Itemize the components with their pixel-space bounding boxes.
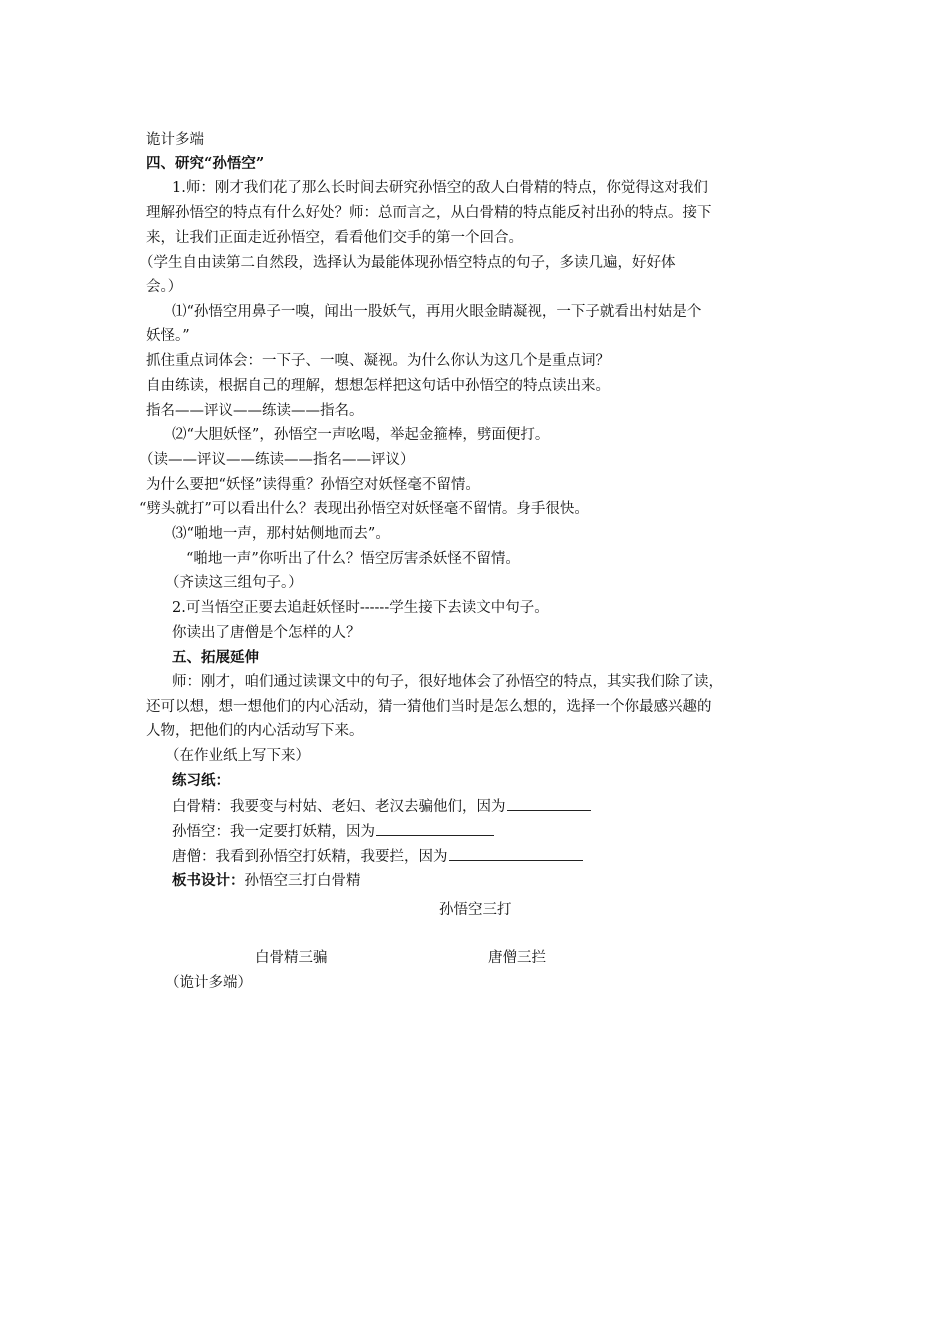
answer-blank [507,796,591,811]
answer-blank [449,846,583,861]
text-line: 人物，把他们的内心活动写下来。 [146,723,364,739]
exercise-prompt: 孙悟空：我一定要打妖精，因为 [172,824,375,840]
text-line: （在作业纸上写下来） [165,748,310,764]
text-line: 还可以想，想一想他们的内心活动，猜一猜他们当时是怎么想的，选择一个你最感兴趣的 [146,699,712,715]
board-design-label: 板书设计： [172,872,245,889]
exercise-heading: 练习纸： [172,772,230,789]
exercise-line-baigujing [172,796,591,817]
text-line: ⑵“大胆妖怪”，孙悟空一声吆喝，举起金箍棒，劈面便打。 [172,427,550,443]
text-line: 2.可当悟空正要去追赶妖怪时------学生接下去读文中句子。 [172,600,549,616]
section-heading-4: 四、研究“孙悟空” [146,155,265,172]
text-line: 自由练读，根据自己的理解，想想怎样把这句话中孙悟空的特点读出来。 [146,378,610,394]
text-line: （齐读这三组句子。） [165,575,303,591]
text-line: ⑴“孙悟空用鼻子一嗅，闻出一股妖气，再用火眼金睛凝视，一下子就看出村姑是个 [172,304,702,320]
text-line: 诡计多端 [146,132,204,148]
text-line: 会。） [146,279,183,295]
text-line: 抓住重点词体会：一下子、一嗅、凝视。为什么你认为这几个是重点词？ [146,353,610,369]
board-left-item: 白骨精三骗 [255,950,328,966]
exercise-prompt: 唐僧：我看到孙悟空打妖精，我要拦，因为 [172,849,448,865]
section-heading-5: 五、拓展延伸 [172,649,259,666]
board-design-title: 孙悟空三打白骨精 [244,873,361,889]
exercise-prompt: 白骨精：我要变与村姑、老妇、老汉去骗他们，因为 [172,799,506,815]
text-line: 指名——评议——练读——指名。 [146,403,364,419]
answer-blank [376,821,494,836]
exercise-line-tangseng [172,846,583,867]
board-title: 孙悟空三打 [439,902,512,918]
text-line: 1.师：刚才我们花了那么长时间去研究孙悟空的敌人白骨精的特点，你觉得这对我们 [172,180,708,196]
text-line: 师：刚才，咱们通过读课文中的句子，很好地体会了孙悟空的特点，其实我们除了读， [172,674,723,690]
text-line: 理解孙悟空的特点有什么好处？师：总而言之，从白骨精的特点能反衬出孙的特点。接下 [146,205,712,221]
board-right-item: 唐僧三拦 [488,950,546,966]
text-line: “劈头就打”可以看出什么？表现出孙悟空对妖怪毫不留情。身手很快。 [139,501,589,517]
text-line: ⑶“啪地一声，那村姑侧地而去”。 [172,526,390,542]
text-line: 来，让我们正面走近孙悟空，看看他们交手的第一个回合。 [146,230,523,246]
text-line: 你读出了唐僧是个怎样的人？ [172,625,361,641]
text-line: “啪地一声”你听出了什么？悟空厉害杀妖怪不留情。 [186,551,520,567]
board-note: （诡计多端） [165,975,252,991]
board-design-line [172,871,361,891]
text-line: 为什么要把“妖怪”读得重？孙悟空对妖怪毫不留情。 [146,477,480,493]
text-line: （读——评议——练读——指名——评议） [139,452,415,468]
exercise-line-sunwukong [172,821,494,842]
text-line: （学生自由读第二自然段，选择认为最能体现孙悟空特点的句子，多读几遍，好好体 [139,255,676,271]
text-line: 妖怪。” [146,328,190,344]
